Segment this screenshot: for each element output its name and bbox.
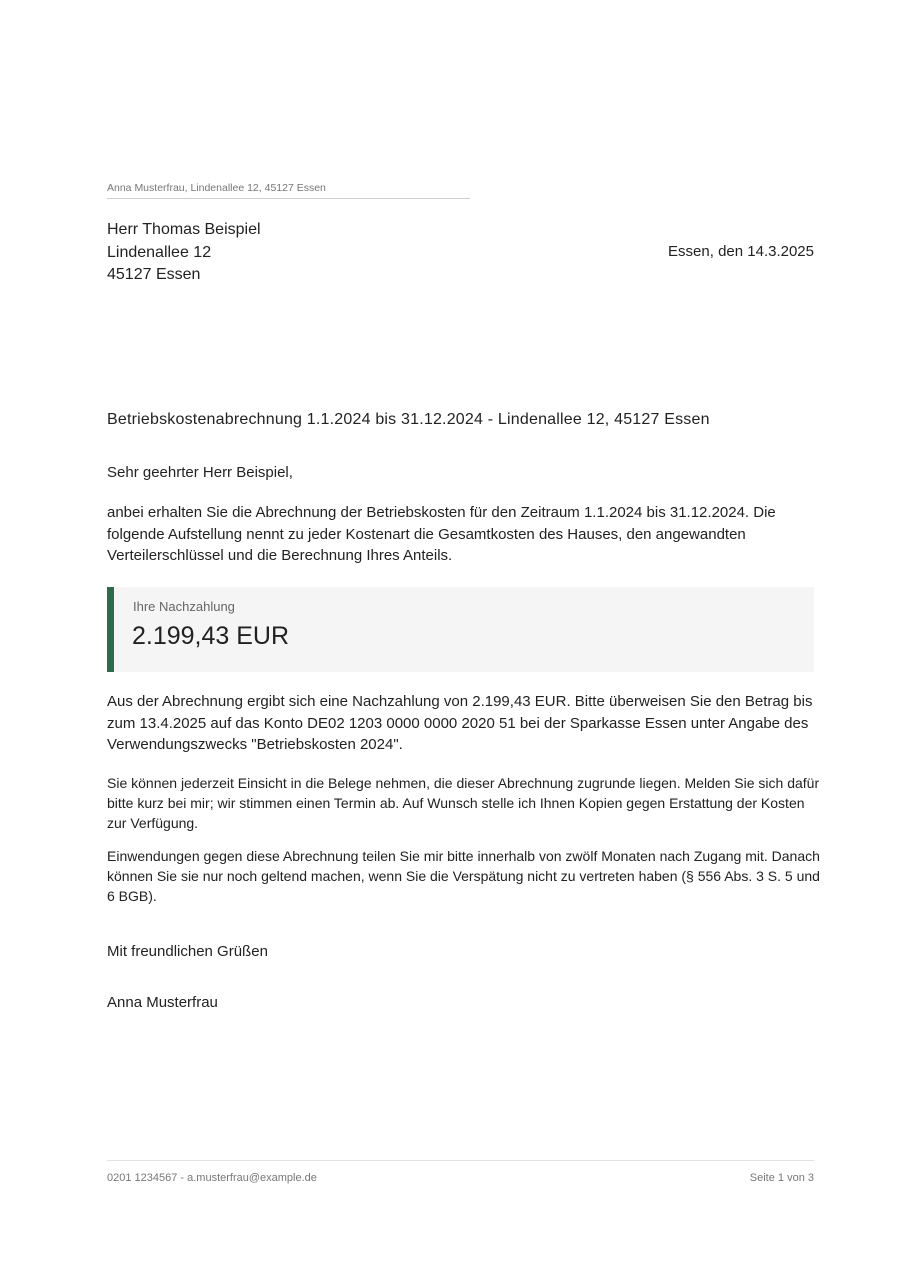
closing-phrase: Mit freundlichen Grüßen [107,943,268,960]
sender-return-address: Anna Musterfrau, Lindenallee 12, 45127 Essen [107,182,470,199]
recipient-city: 45127 Essen [107,266,201,283]
letter-date: Essen, den 14.3.2025 [668,243,814,260]
signature-name: Anna Musterfrau [107,994,218,1011]
footer-page-number: Seite 1 von 3 [749,1172,814,1184]
summary-amount: 2.199,43 EUR [132,622,290,650]
payment-summary-box [107,587,814,672]
footer-divider [107,1160,814,1161]
intro-paragraph: anbei erhalten Sie die Abrechnung der Betriebskosten für den Zeitraum 1.1.2024 bis 31.12.2024. Die folgende Aufstellung nennt zu jeder Kostenart die Gesamtkosten des Hauses, den angewandten Verteilerschlüssel und die Berechnung Ihres Anteils. [107,504,776,564]
recipient-name: Herr Thomas Beispiel [107,221,261,238]
inspection-paragraph: Sie können jederzeit Einsicht in die Belege nehmen, die dieser Abrechnung zugrunde liegen. Melden Sie sich dafür bitte kurz bei mir; wir stimmen einen Termin ab. Auf Wunsch stelle ich Ihnen Kopien gegen Erstattung der Kosten zur Verfügung. [107,775,820,831]
recipient-address [107,219,261,287]
summary-label: Ihre Nachzahlung [133,599,235,614]
salutation: Sehr geehrter Herr Beispiel, [107,464,293,481]
letter-subject: Betriebskostenabrechnung 1.1.2024 bis 31.12.2024 - Lindenallee 12, 45127 Essen [107,411,710,428]
letter-page [107,0,820,1274]
payment-paragraph: Aus der Abrechnung ergibt sich eine Nachzahlung von 2.199,43 EUR. Bitte überweisen Sie den Betrag bis zum 13.4.2025 auf das Konto DE02 1203 0000 0000 2020 51 bei der Sparkasse Essen unter Angabe des Verwendungszwecks "Betriebskosten 2024". [107,693,813,753]
footer-contact: 0201 1234567 - a.musterfrau@example.de [107,1172,317,1184]
recipient-street: Lindenallee 12 [107,243,212,261]
objections-paragraph: Einwendungen gegen diese Abrechnung teilen Sie mir bitte innerhalb von zwölf Monaten nach Zugang mit. Danach können Sie sie nur noch geltend machen, wenn Sie die Verspätung nicht zu vertreten haben (§ 556 Abs. 3 S. 5 und 6 BGB). [107,848,820,904]
